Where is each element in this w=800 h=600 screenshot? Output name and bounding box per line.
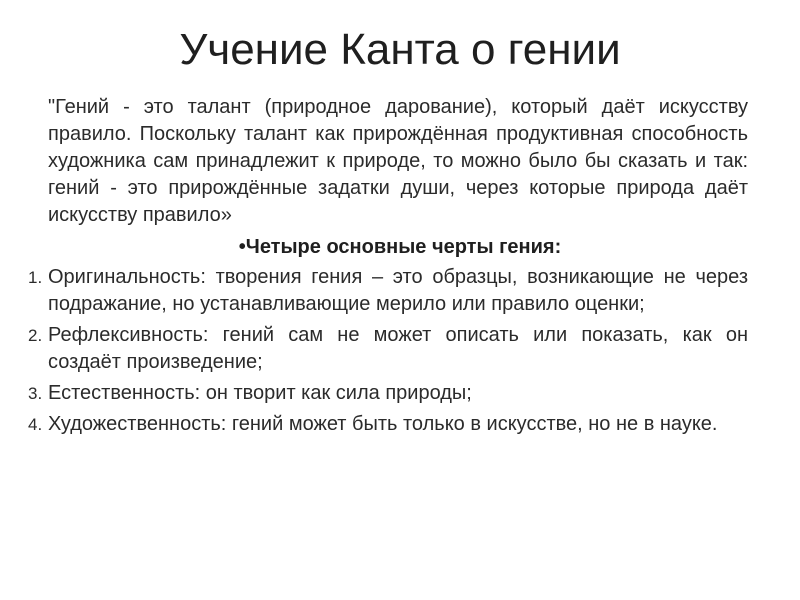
list-item-number: 1. <box>28 268 43 287</box>
list-item-text: Художественность: гений может быть только в искусстве, но не в науке. <box>48 413 718 435</box>
subheading <box>0 233 800 261</box>
list-item-number: 3. <box>28 384 43 403</box>
traits-list <box>28 264 748 442</box>
slide-title: Учение Канта о гении <box>179 25 621 74</box>
list-item-text: Оригинальность: творения гения – это образцы, возникающие не через подражание, но устанавливающие мерило или правило оценки; <box>48 266 748 315</box>
bullet-icon: • <box>238 236 246 258</box>
list-item-naturalness <box>28 380 748 407</box>
list-item-artistry <box>28 411 748 438</box>
list-item-text: Рефлексивность: гений сам не может описать или показать, как он создаёт произведение; <box>48 324 748 373</box>
list-item-originality <box>28 264 748 318</box>
subheading-text: Четыре основные черты гения: <box>245 236 562 258</box>
list-item-number: 4. <box>28 415 43 434</box>
list-item-reflexivity <box>28 322 748 376</box>
list-item-text: Естественность: он творит как сила природы; <box>48 382 472 404</box>
list-item-number: 2. <box>28 326 43 345</box>
kant-quote: "Гений - это талант (природное дарование), который даёт искусству правило. Поскольку талант как прирождённая продуктивная способность художника сам принадлежит к природе, то можно было бы сказать и так: гений - это прирождённые задатки души, через которые природа даёт искусству правило» <box>48 96 748 226</box>
